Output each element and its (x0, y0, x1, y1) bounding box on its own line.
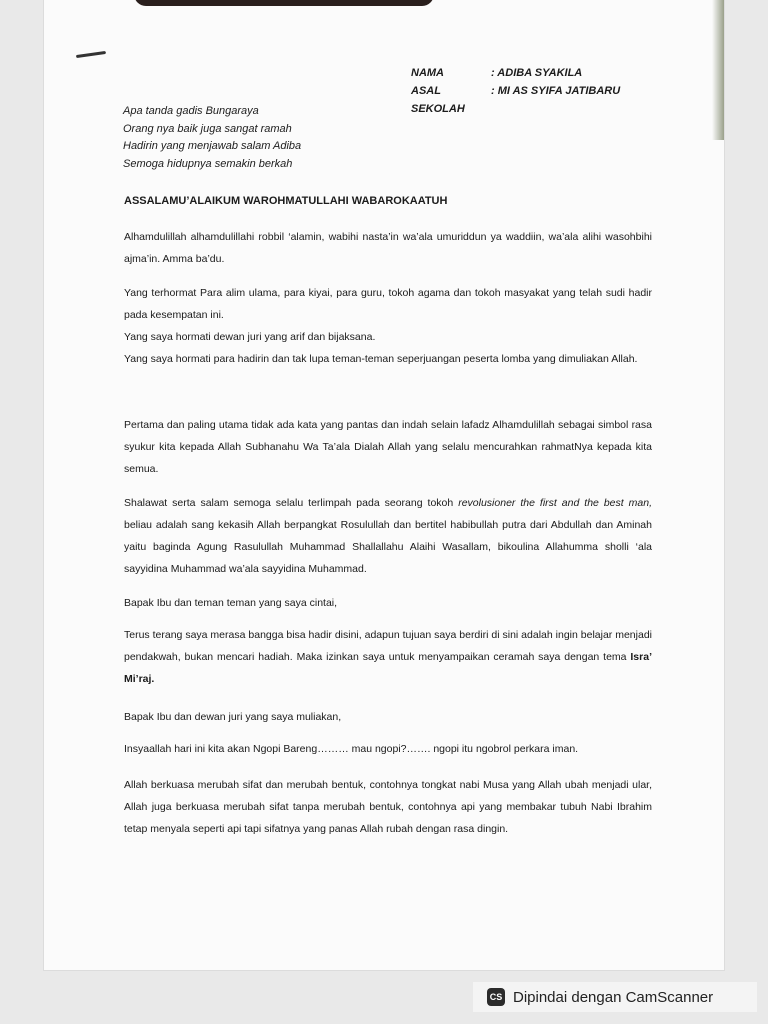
paragraph-respect-3: Yang saya hormati para hadirin dan tak lupa teman-teman seperjuangan peserta lomba yang dimuliakan Allah. (124, 353, 638, 365)
paragraph-opening: Alhamdulillah alhamdulillahi robbil ‘alamin, wabihi nasta’in wa’ala umuriddun ya waddiin, wa’ala alihi wasohbihi ajma’in. Amma ba’du. (124, 231, 652, 265)
paragraph-respect-1: Yang terhormat Para alim ulama, para kiyai, para guru, tokoh agama dan tokoh masyakat yang telah sudi hadir pada kesempatan ini. (124, 287, 652, 321)
greeting-heading: ASSALAMU’ALAIKUM WAROHMATULLAHI WABAROKAATUH (124, 195, 448, 207)
identity-block (411, 64, 620, 118)
paragraph-respect-2: Yang saya hormati dewan juri yang arif dan bijaksana. (124, 331, 376, 343)
paragraph-ngopi: Insyaallah hari ini kita akan Ngopi Bareng……… mau ngopi?……. ngopi itu ngobrol perkara iman. (124, 743, 579, 755)
terus-terang-body: Terus terang saya merasa bangga bisa hadir disini, adapun tujuan saya berdiri di sini adalah ingin belajar menjadi pendakwah, bukan mencari hadiah. Maka izinkan saya untuk menyampaikan ceramah saya dengan tema (124, 629, 652, 663)
name-row (411, 64, 620, 82)
speech-theme: Isra’ Mi’raj. (124, 651, 652, 685)
right-edge-shadow (712, 0, 724, 140)
paragraph-first: Pertama dan paling utama tidak ada kata yang pantas dan indah selain lafadz Alhamdulillah sebagai simbol rasa syukur kita kepada Allah Subhanahu Wa Ta’ala Dialah Allah yang selalu mencurahkan rahmatNya kepada kita semua. (124, 419, 652, 475)
shalawat-intro: Shalawat serta salam semoga selalu terlimpah pada seorang tokoh (124, 497, 454, 509)
paragraph-address-1: Bapak Ibu dan teman teman yang saya cintai, (124, 597, 338, 609)
school-value: : MI AS SYIFA JATIBARU (491, 85, 621, 97)
poem-line: Hadirin yang menjawab salam Adiba (123, 140, 302, 152)
camscanner-icon: CS (487, 988, 505, 1006)
poem-line: Apa tanda gadis Bungaraya (123, 105, 259, 117)
opening-poem (123, 103, 301, 173)
poem-line: Semoga hidupnya semakin berkah (123, 157, 293, 170)
school-row (411, 82, 620, 118)
school-label: ASAL SEKOLAH (411, 85, 465, 115)
name-label: NAMA (411, 67, 444, 79)
pen-mark (76, 51, 106, 58)
paragraph-address-2: Bapak Ibu dan dewan juri yang saya muliakan, (124, 711, 342, 723)
name-value: : ADIBA SYAKILA (491, 67, 583, 79)
camscanner-label: Dipindai dengan CamScanner (513, 988, 714, 1006)
top-edge-shadow (134, 0, 434, 6)
paragraph-allah: Allah berkuasa merubah sifat dan merubah bentuk, contohnya tongkat nabi Musa yang Allah ubah menjadi ular, Allah juga berkuasa merubah sifat tanpa merubah bentuk, contohnya api yang membakar tubuh Nabi Ibrahim tetap menyala seperti api tapi sifatnya yang panas Allah rubah dengan rasa dingin. (124, 779, 652, 835)
paragraph-shalawat (124, 492, 652, 580)
paragraph-terus-terang (124, 624, 652, 690)
camscanner-badge (473, 982, 757, 1012)
shalawat-body: beliau adalah sang kekasih Allah berpangkat Rosulullah dan bertitel habibullah putra dari Abdullah dan Aminah yaitu baginda Agung Rasulullah Muhammad Shallallahu Alaihi Wasallam, bikoulina Allahumma sholli ‘ala sayyidina Muhammad wa’ala sayyidina Muhammad. (124, 519, 652, 575)
poem-line: Orang nya baik juga sangat ramah (123, 122, 292, 135)
shalawat-emphasis: revolusioner the first and the best man, (458, 497, 652, 509)
